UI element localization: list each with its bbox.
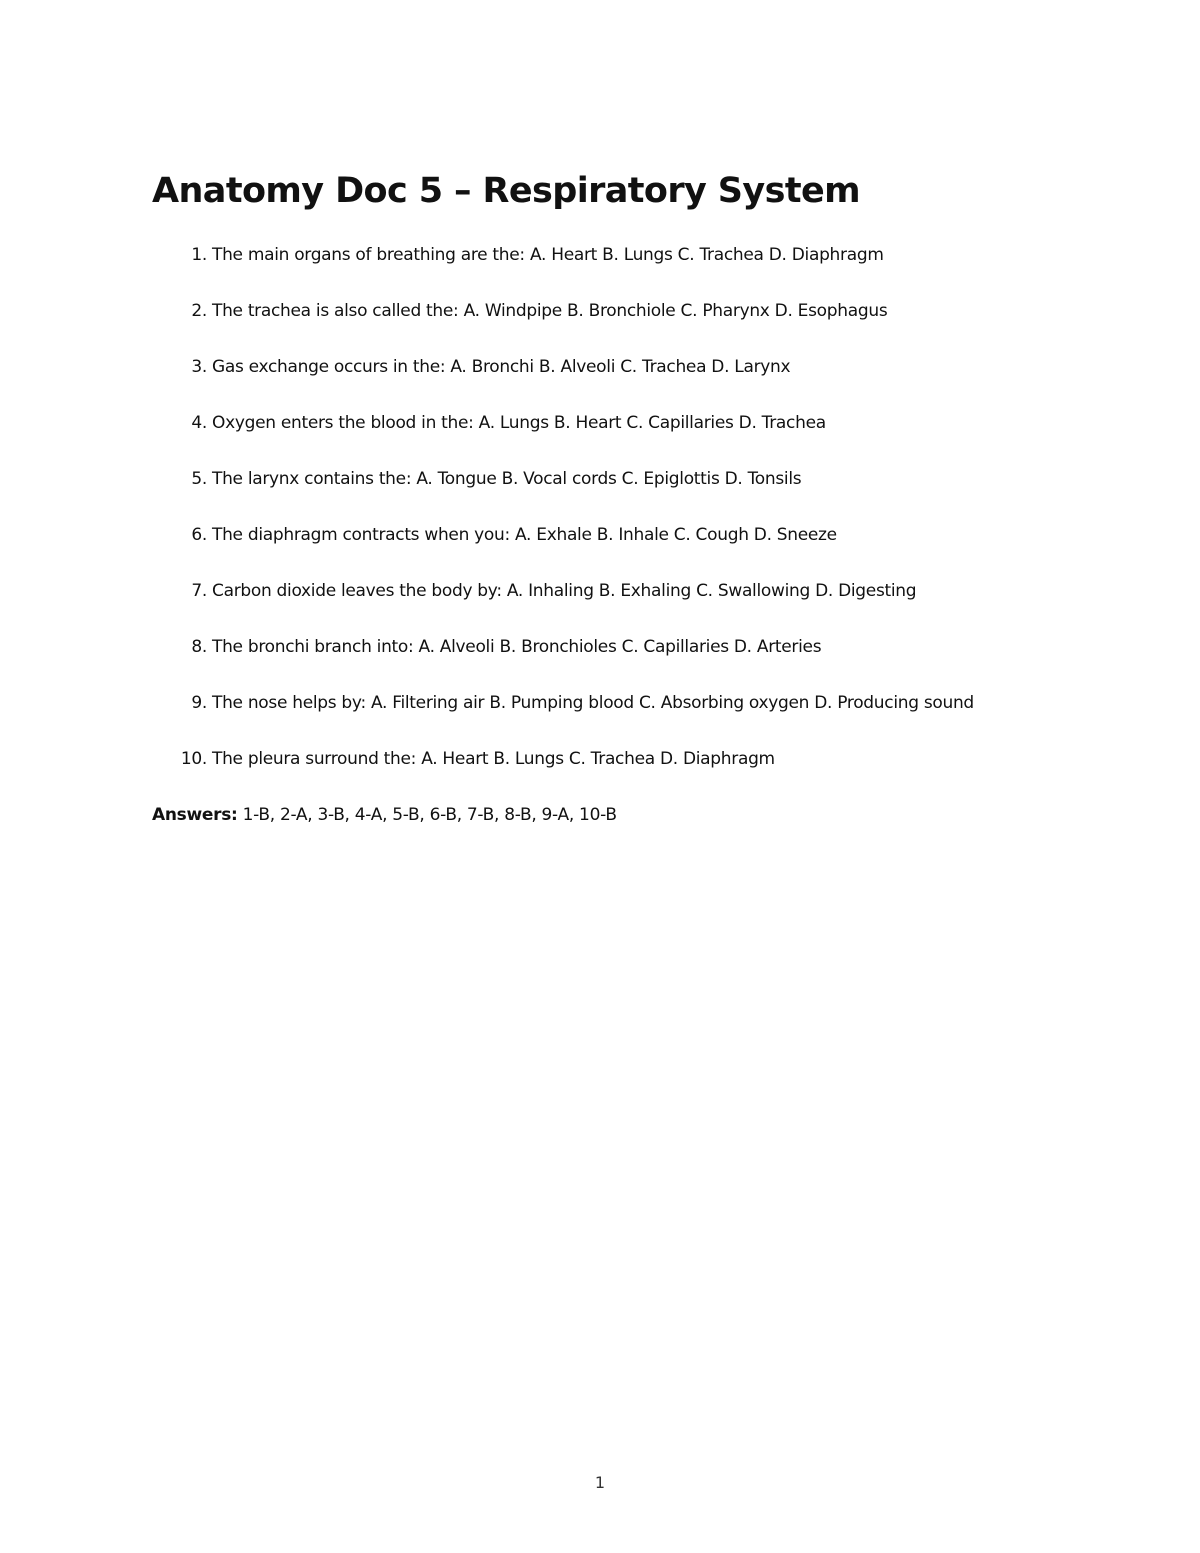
question-text: The main organs of breathing are the: A. Heart B. Lungs C. Trachea D. Diaphragm <box>212 245 884 265</box>
question-number: 6. <box>191 525 207 545</box>
question-number: 9. <box>191 693 207 713</box>
question-number: 5. <box>191 469 207 489</box>
question-number: 2. <box>191 301 207 321</box>
question-text: The pleura surround the: A. Heart B. Lungs C. Trachea D. Diaphragm <box>212 749 775 769</box>
page-number: 1 <box>594 1473 606 1492</box>
question-number: 8. <box>191 637 207 657</box>
question-text: The trachea is also called the: A. Windpipe B. Bronchiole C. Pharynx D. Esophagus <box>212 301 888 321</box>
question-text: The nose helps by: A. Filtering air B. Pumping blood C. Absorbing oxygen D. Producing sound <box>212 693 974 713</box>
question-text: The bronchi branch into: A. Alveoli B. Bronchioles C. Capillaries D. Arteries <box>212 637 822 657</box>
question-text: Carbon dioxide leaves the body by: A. Inhaling B. Exhaling C. Swallowing D. Digesting <box>212 581 917 601</box>
answer-key <box>152 800 617 830</box>
question-number: 7. <box>191 581 207 601</box>
question-number: 4. <box>191 413 207 433</box>
question-number: 3. <box>191 357 207 377</box>
answer-key-text: 1-B, 2-A, 3-B, 4-A, 5-B, 6-B, 7-B, 8-B, 9-A, 10-B <box>242 805 617 825</box>
question-number: 10. <box>180 749 207 769</box>
answer-key-label: Answers: <box>152 805 238 825</box>
question-text: Oxygen enters the blood in the: A. Lungs B. Heart C. Capillaries D. Trachea <box>212 413 826 433</box>
question-text: Gas exchange occurs in the: A. Bronchi B. Alveoli C. Trachea D. Larynx <box>212 357 791 377</box>
question-text: The larynx contains the: A. Tongue B. Vocal cords C. Epiglottis D. Tonsils <box>212 469 802 489</box>
question-text: The diaphragm contracts when you: A. Exhale B. Inhale C. Cough D. Sneeze <box>212 525 837 545</box>
question-number: 1. <box>191 245 207 265</box>
document-title: Anatomy Doc 5 – Respiratory System <box>152 171 861 211</box>
